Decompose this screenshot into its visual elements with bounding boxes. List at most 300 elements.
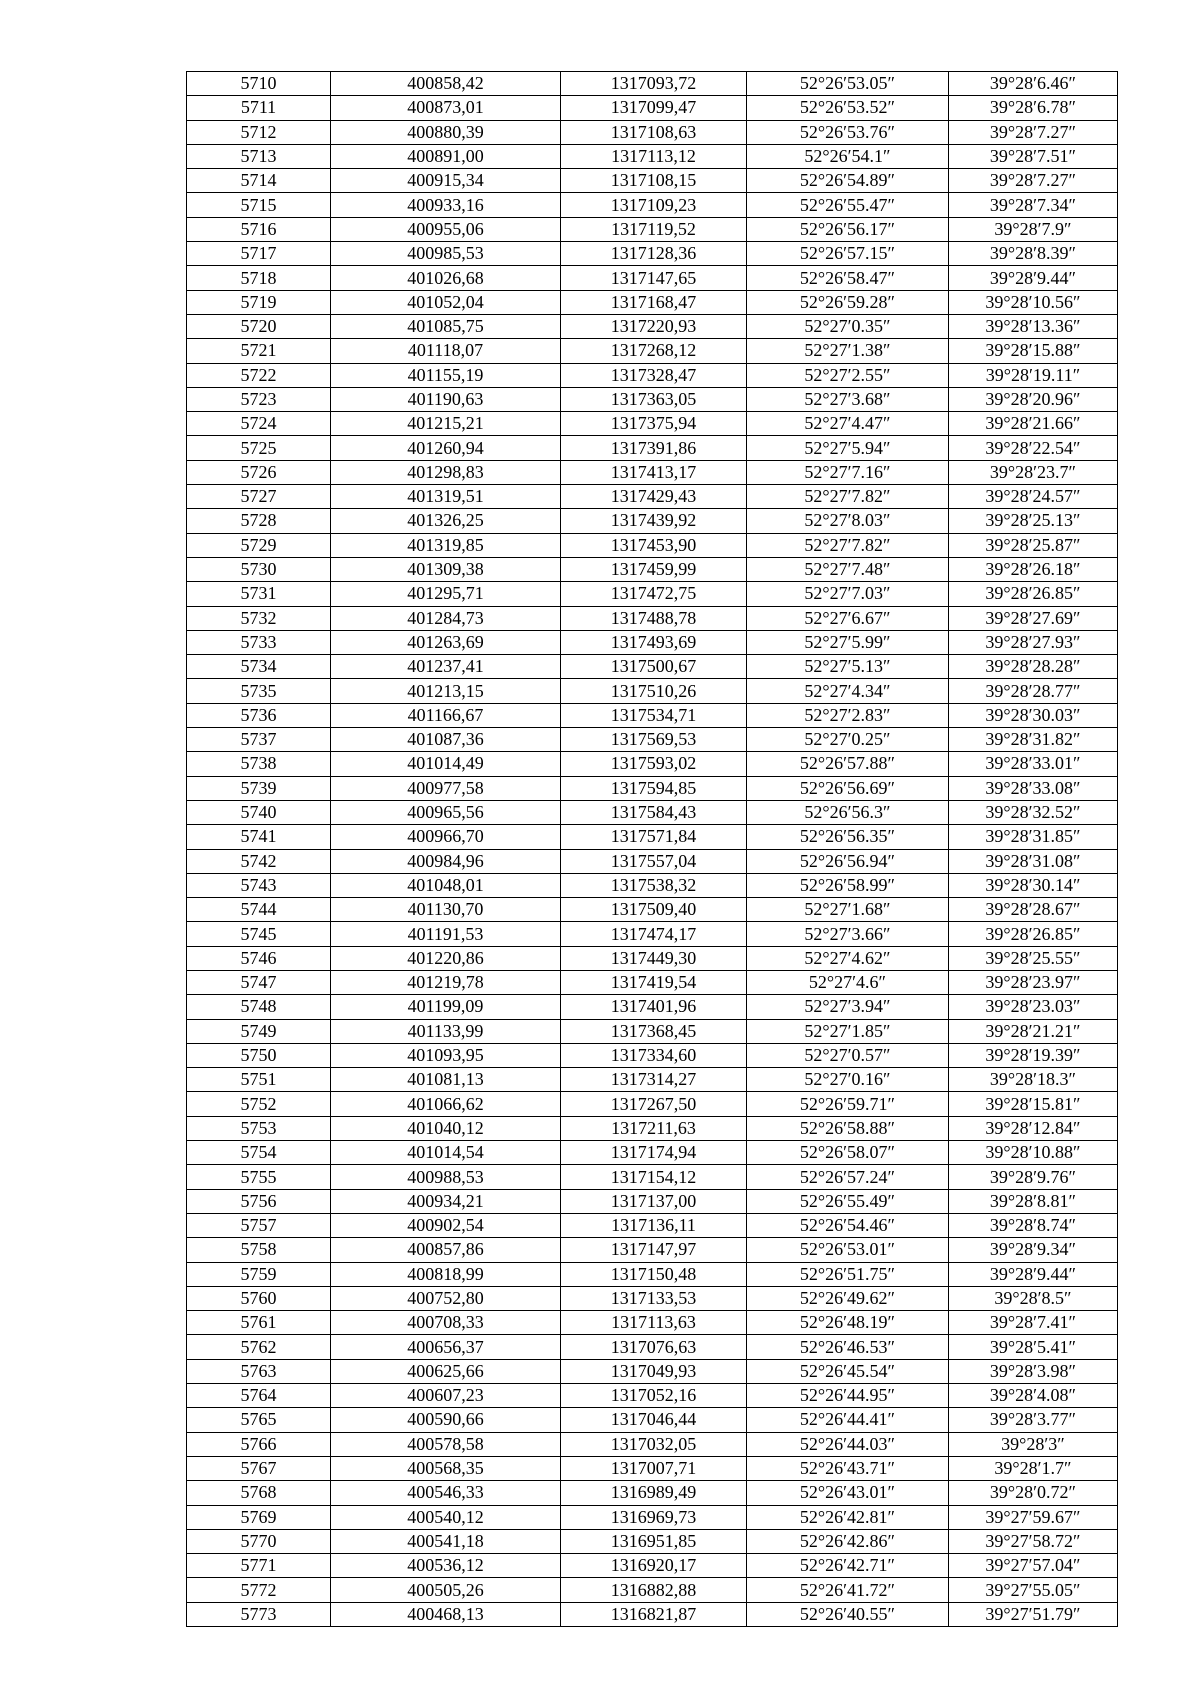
y-coordinate-cell: 1316882,88 — [561, 1578, 747, 1602]
table-row — [187, 1116, 1118, 1140]
latitude-cell: 52°26′53.52″ — [747, 96, 949, 120]
point-number-cell: 5725 — [187, 436, 331, 460]
point-number-cell: 5752 — [187, 1092, 331, 1116]
point-number-cell: 5715 — [187, 193, 331, 217]
point-number-cell: 5719 — [187, 290, 331, 314]
table-row — [187, 557, 1118, 581]
y-coordinate-cell: 1317569,53 — [561, 728, 747, 752]
latitude-cell: 52°27′4.6″ — [747, 970, 949, 994]
y-coordinate-cell: 1317147,65 — [561, 266, 747, 290]
latitude-cell: 52°26′58.07″ — [747, 1141, 949, 1165]
x-coordinate-cell: 401081,13 — [331, 1068, 561, 1092]
y-coordinate-cell: 1317128,36 — [561, 242, 747, 266]
longitude-cell: 39°28′6.78″ — [949, 96, 1118, 120]
y-coordinate-cell: 1317314,27 — [561, 1068, 747, 1092]
y-coordinate-cell: 1316821,87 — [561, 1602, 747, 1626]
point-number-cell: 5733 — [187, 630, 331, 654]
x-coordinate-cell: 400873,01 — [331, 96, 561, 120]
longitude-cell: 39°28′15.88″ — [949, 339, 1118, 363]
table-row — [187, 922, 1118, 946]
longitude-cell: 39°28′9.44″ — [949, 266, 1118, 290]
y-coordinate-cell: 1317137,00 — [561, 1189, 747, 1213]
point-number-cell: 5717 — [187, 242, 331, 266]
x-coordinate-cell: 400546,33 — [331, 1481, 561, 1505]
x-coordinate-cell: 401093,95 — [331, 1043, 561, 1067]
x-coordinate-cell: 401263,69 — [331, 630, 561, 654]
y-coordinate-cell: 1317113,63 — [561, 1311, 747, 1335]
x-coordinate-cell: 400880,39 — [331, 120, 561, 144]
latitude-cell: 52°26′54.89″ — [747, 169, 949, 193]
point-number-cell: 5712 — [187, 120, 331, 144]
longitude-cell: 39°28′28.77″ — [949, 679, 1118, 703]
longitude-cell: 39°28′27.93″ — [949, 630, 1118, 654]
point-number-cell: 5724 — [187, 412, 331, 436]
latitude-cell: 52°26′40.55″ — [747, 1602, 949, 1626]
x-coordinate-cell: 401118,07 — [331, 339, 561, 363]
y-coordinate-cell: 1317147,97 — [561, 1238, 747, 1262]
table-row — [187, 1262, 1118, 1286]
longitude-cell: 39°28′22.54″ — [949, 436, 1118, 460]
x-coordinate-cell: 401040,12 — [331, 1116, 561, 1140]
longitude-cell: 39°28′21.21″ — [949, 1019, 1118, 1043]
table-row — [187, 630, 1118, 654]
point-number-cell: 5737 — [187, 728, 331, 752]
point-number-cell: 5744 — [187, 898, 331, 922]
longitude-cell: 39°28′3″ — [949, 1432, 1118, 1456]
point-number-cell: 5761 — [187, 1311, 331, 1335]
y-coordinate-cell: 1317093,72 — [561, 72, 747, 96]
x-coordinate-cell: 400915,34 — [331, 169, 561, 193]
point-number-cell: 5726 — [187, 460, 331, 484]
longitude-cell: 39°27′51.79″ — [949, 1602, 1118, 1626]
table-row — [187, 898, 1118, 922]
y-coordinate-cell: 1317113,12 — [561, 144, 747, 168]
point-number-cell: 5759 — [187, 1262, 331, 1286]
point-number-cell: 5718 — [187, 266, 331, 290]
y-coordinate-cell: 1317584,43 — [561, 800, 747, 824]
latitude-cell: 52°27′3.68″ — [747, 387, 949, 411]
x-coordinate-cell: 401309,38 — [331, 557, 561, 581]
latitude-cell: 52°26′42.81″ — [747, 1505, 949, 1529]
table-row — [187, 703, 1118, 727]
longitude-cell: 39°28′25.13″ — [949, 509, 1118, 533]
point-number-cell: 5766 — [187, 1432, 331, 1456]
point-number-cell: 5743 — [187, 873, 331, 897]
table-row — [187, 533, 1118, 557]
latitude-cell: 52°27′2.83″ — [747, 703, 949, 727]
x-coordinate-cell: 401130,70 — [331, 898, 561, 922]
x-coordinate-cell: 401026,68 — [331, 266, 561, 290]
y-coordinate-cell: 1317052,16 — [561, 1384, 747, 1408]
point-number-cell: 5757 — [187, 1213, 331, 1237]
longitude-cell: 39°28′1.7″ — [949, 1456, 1118, 1480]
longitude-cell: 39°27′57.04″ — [949, 1554, 1118, 1578]
x-coordinate-cell: 400568,35 — [331, 1456, 561, 1480]
point-number-cell: 5713 — [187, 144, 331, 168]
latitude-cell: 52°26′57.88″ — [747, 752, 949, 776]
point-number-cell: 5730 — [187, 557, 331, 581]
y-coordinate-cell: 1317076,63 — [561, 1335, 747, 1359]
latitude-cell: 52°26′53.05″ — [747, 72, 949, 96]
x-coordinate-cell: 400933,16 — [331, 193, 561, 217]
table-row — [187, 655, 1118, 679]
y-coordinate-cell: 1317119,52 — [561, 217, 747, 241]
table-row — [187, 412, 1118, 436]
latitude-cell: 52°26′55.47″ — [747, 193, 949, 217]
y-coordinate-cell: 1317108,63 — [561, 120, 747, 144]
latitude-cell: 52°26′53.01″ — [747, 1238, 949, 1262]
y-coordinate-cell: 1317267,50 — [561, 1092, 747, 1116]
table-row — [187, 290, 1118, 314]
y-coordinate-cell: 1317168,47 — [561, 290, 747, 314]
point-number-cell: 5754 — [187, 1141, 331, 1165]
table-row — [187, 1286, 1118, 1310]
point-number-cell: 5722 — [187, 363, 331, 387]
latitude-cell: 52°26′43.71″ — [747, 1456, 949, 1480]
table-row — [187, 120, 1118, 144]
longitude-cell: 39°28′7.27″ — [949, 169, 1118, 193]
y-coordinate-cell: 1316989,49 — [561, 1481, 747, 1505]
table-row — [187, 995, 1118, 1019]
table-row — [187, 1141, 1118, 1165]
y-coordinate-cell: 1316920,17 — [561, 1554, 747, 1578]
table-row — [187, 1359, 1118, 1383]
latitude-cell: 52°27′7.82″ — [747, 533, 949, 557]
longitude-cell: 39°28′19.39″ — [949, 1043, 1118, 1067]
x-coordinate-cell: 401298,83 — [331, 460, 561, 484]
coordinates-table-body — [187, 72, 1118, 1627]
x-coordinate-cell: 401260,94 — [331, 436, 561, 460]
point-number-cell: 5736 — [187, 703, 331, 727]
y-coordinate-cell: 1317133,53 — [561, 1286, 747, 1310]
latitude-cell: 52°26′55.49″ — [747, 1189, 949, 1213]
table-row — [187, 314, 1118, 338]
latitude-cell: 52°27′7.48″ — [747, 557, 949, 581]
y-coordinate-cell: 1317334,60 — [561, 1043, 747, 1067]
x-coordinate-cell: 400858,42 — [331, 72, 561, 96]
point-number-cell: 5750 — [187, 1043, 331, 1067]
y-coordinate-cell: 1317510,26 — [561, 679, 747, 703]
longitude-cell: 39°28′7.51″ — [949, 144, 1118, 168]
latitude-cell: 52°27′1.85″ — [747, 1019, 949, 1043]
table-row — [187, 193, 1118, 217]
table-row — [187, 582, 1118, 606]
table-row — [187, 1602, 1118, 1626]
latitude-cell: 52°27′3.94″ — [747, 995, 949, 1019]
x-coordinate-cell: 401014,54 — [331, 1141, 561, 1165]
point-number-cell: 5734 — [187, 655, 331, 679]
point-number-cell: 5745 — [187, 922, 331, 946]
latitude-cell: 52°27′5.99″ — [747, 630, 949, 654]
x-coordinate-cell: 401199,09 — [331, 995, 561, 1019]
x-coordinate-cell: 401066,62 — [331, 1092, 561, 1116]
longitude-cell: 39°28′28.28″ — [949, 655, 1118, 679]
table-row — [187, 217, 1118, 241]
longitude-cell: 39°28′6.46″ — [949, 72, 1118, 96]
latitude-cell: 52°26′42.86″ — [747, 1529, 949, 1553]
longitude-cell: 39°28′24.57″ — [949, 485, 1118, 509]
y-coordinate-cell: 1317368,45 — [561, 1019, 747, 1043]
table-row — [187, 679, 1118, 703]
latitude-cell: 52°26′56.94″ — [747, 849, 949, 873]
y-coordinate-cell: 1317472,75 — [561, 582, 747, 606]
longitude-cell: 39°28′23.03″ — [949, 995, 1118, 1019]
longitude-cell: 39°28′3.77″ — [949, 1408, 1118, 1432]
point-number-cell: 5768 — [187, 1481, 331, 1505]
longitude-cell: 39°28′7.27″ — [949, 120, 1118, 144]
table-row — [187, 776, 1118, 800]
latitude-cell: 52°26′41.72″ — [747, 1578, 949, 1602]
x-coordinate-cell: 401237,41 — [331, 655, 561, 679]
table-row — [187, 1456, 1118, 1480]
longitude-cell: 39°28′4.08″ — [949, 1384, 1118, 1408]
longitude-cell: 39°28′30.14″ — [949, 873, 1118, 897]
latitude-cell: 52°27′3.66″ — [747, 922, 949, 946]
latitude-cell: 52°26′44.95″ — [747, 1384, 949, 1408]
y-coordinate-cell: 1317099,47 — [561, 96, 747, 120]
latitude-cell: 52°27′0.57″ — [747, 1043, 949, 1067]
table-row — [187, 728, 1118, 752]
longitude-cell: 39°28′31.85″ — [949, 825, 1118, 849]
longitude-cell: 39°28′12.84″ — [949, 1116, 1118, 1140]
x-coordinate-cell: 400468,13 — [331, 1602, 561, 1626]
y-coordinate-cell: 1317049,93 — [561, 1359, 747, 1383]
longitude-cell: 39°28′7.34″ — [949, 193, 1118, 217]
table-row — [187, 1165, 1118, 1189]
latitude-cell: 52°26′49.62″ — [747, 1286, 949, 1310]
latitude-cell: 52°27′7.03″ — [747, 582, 949, 606]
longitude-cell: 39°28′18.3″ — [949, 1068, 1118, 1092]
latitude-cell: 52°27′4.47″ — [747, 412, 949, 436]
longitude-cell: 39°28′20.96″ — [949, 387, 1118, 411]
table-row — [187, 1578, 1118, 1602]
point-number-cell: 5771 — [187, 1554, 331, 1578]
table-row — [187, 72, 1118, 96]
y-coordinate-cell: 1317534,71 — [561, 703, 747, 727]
x-coordinate-cell: 401319,51 — [331, 485, 561, 509]
x-coordinate-cell: 400977,58 — [331, 776, 561, 800]
y-coordinate-cell: 1317538,32 — [561, 873, 747, 897]
point-number-cell: 5770 — [187, 1529, 331, 1553]
point-number-cell: 5746 — [187, 946, 331, 970]
point-number-cell: 5711 — [187, 96, 331, 120]
table-row — [187, 1189, 1118, 1213]
x-coordinate-cell: 400857,86 — [331, 1238, 561, 1262]
table-row — [187, 1481, 1118, 1505]
x-coordinate-cell: 400984,96 — [331, 849, 561, 873]
point-number-cell: 5728 — [187, 509, 331, 533]
point-number-cell: 5763 — [187, 1359, 331, 1383]
x-coordinate-cell: 400988,53 — [331, 1165, 561, 1189]
table-row — [187, 1092, 1118, 1116]
x-coordinate-cell: 401190,63 — [331, 387, 561, 411]
x-coordinate-cell: 401014,49 — [331, 752, 561, 776]
x-coordinate-cell: 400590,66 — [331, 1408, 561, 1432]
point-number-cell: 5755 — [187, 1165, 331, 1189]
y-coordinate-cell: 1317375,94 — [561, 412, 747, 436]
table-row — [187, 144, 1118, 168]
latitude-cell: 52°27′4.34″ — [747, 679, 949, 703]
latitude-cell: 52°27′5.94″ — [747, 436, 949, 460]
table-row — [187, 1335, 1118, 1359]
point-number-cell: 5773 — [187, 1602, 331, 1626]
longitude-cell: 39°28′23.7″ — [949, 460, 1118, 484]
x-coordinate-cell: 401133,99 — [331, 1019, 561, 1043]
point-number-cell: 5748 — [187, 995, 331, 1019]
x-coordinate-cell: 401191,53 — [331, 922, 561, 946]
x-coordinate-cell: 400540,12 — [331, 1505, 561, 1529]
table-row — [187, 1529, 1118, 1553]
point-number-cell: 5772 — [187, 1578, 331, 1602]
point-number-cell: 5729 — [187, 533, 331, 557]
latitude-cell: 52°27′2.55″ — [747, 363, 949, 387]
latitude-cell: 52°26′45.54″ — [747, 1359, 949, 1383]
latitude-cell: 52°27′6.67″ — [747, 606, 949, 630]
point-number-cell: 5764 — [187, 1384, 331, 1408]
x-coordinate-cell: 400656,37 — [331, 1335, 561, 1359]
y-coordinate-cell: 1317413,17 — [561, 460, 747, 484]
latitude-cell: 52°26′53.76″ — [747, 120, 949, 144]
table-row — [187, 363, 1118, 387]
table-row — [187, 970, 1118, 994]
y-coordinate-cell: 1317136,11 — [561, 1213, 747, 1237]
table-row — [187, 509, 1118, 533]
latitude-cell: 52°26′44.03″ — [747, 1432, 949, 1456]
longitude-cell: 39°28′26.85″ — [949, 922, 1118, 946]
longitude-cell: 39°28′19.11″ — [949, 363, 1118, 387]
latitude-cell: 52°26′59.71″ — [747, 1092, 949, 1116]
latitude-cell: 52°26′44.41″ — [747, 1408, 949, 1432]
x-coordinate-cell: 400708,33 — [331, 1311, 561, 1335]
point-number-cell: 5739 — [187, 776, 331, 800]
y-coordinate-cell: 1317220,93 — [561, 314, 747, 338]
y-coordinate-cell: 1317391,86 — [561, 436, 747, 460]
point-number-cell: 5760 — [187, 1286, 331, 1310]
latitude-cell: 52°26′58.88″ — [747, 1116, 949, 1140]
latitude-cell: 52°26′56.3″ — [747, 800, 949, 824]
y-coordinate-cell: 1317493,69 — [561, 630, 747, 654]
y-coordinate-cell: 1317557,04 — [561, 849, 747, 873]
x-coordinate-cell: 400891,00 — [331, 144, 561, 168]
y-coordinate-cell: 1317429,43 — [561, 485, 747, 509]
x-coordinate-cell: 401219,78 — [331, 970, 561, 994]
latitude-cell: 52°27′8.03″ — [747, 509, 949, 533]
latitude-cell: 52°26′56.69″ — [747, 776, 949, 800]
y-coordinate-cell: 1316951,85 — [561, 1529, 747, 1553]
table-row — [187, 1432, 1118, 1456]
x-coordinate-cell: 400966,70 — [331, 825, 561, 849]
longitude-cell: 39°27′55.05″ — [949, 1578, 1118, 1602]
point-number-cell: 5738 — [187, 752, 331, 776]
longitude-cell: 39°28′9.76″ — [949, 1165, 1118, 1189]
x-coordinate-cell: 400752,80 — [331, 1286, 561, 1310]
longitude-cell: 39°28′9.44″ — [949, 1262, 1118, 1286]
longitude-cell: 39°28′33.08″ — [949, 776, 1118, 800]
point-number-cell: 5731 — [187, 582, 331, 606]
x-coordinate-cell: 400607,23 — [331, 1384, 561, 1408]
x-coordinate-cell: 401087,36 — [331, 728, 561, 752]
x-coordinate-cell: 400625,66 — [331, 1359, 561, 1383]
point-number-cell: 5769 — [187, 1505, 331, 1529]
x-coordinate-cell: 401284,73 — [331, 606, 561, 630]
y-coordinate-cell: 1317268,12 — [561, 339, 747, 363]
longitude-cell: 39°28′26.18″ — [949, 557, 1118, 581]
x-coordinate-cell: 401052,04 — [331, 290, 561, 314]
x-coordinate-cell: 401326,25 — [331, 509, 561, 533]
longitude-cell: 39°28′26.85″ — [949, 582, 1118, 606]
point-number-cell: 5762 — [187, 1335, 331, 1359]
table-row — [187, 1238, 1118, 1262]
longitude-cell: 39°28′5.41″ — [949, 1335, 1118, 1359]
table-row — [187, 1505, 1118, 1529]
x-coordinate-cell: 400985,53 — [331, 242, 561, 266]
latitude-cell: 52°26′42.71″ — [747, 1554, 949, 1578]
table-row — [187, 485, 1118, 509]
x-coordinate-cell: 401295,71 — [331, 582, 561, 606]
point-number-cell: 5749 — [187, 1019, 331, 1043]
latitude-cell: 52°26′56.35″ — [747, 825, 949, 849]
table-row — [187, 242, 1118, 266]
table-row — [187, 387, 1118, 411]
point-number-cell: 5753 — [187, 1116, 331, 1140]
x-coordinate-cell: 401215,21 — [331, 412, 561, 436]
longitude-cell: 39°28′8.81″ — [949, 1189, 1118, 1213]
longitude-cell: 39°28′7.41″ — [949, 1311, 1118, 1335]
point-number-cell: 5756 — [187, 1189, 331, 1213]
table-row — [187, 1068, 1118, 1092]
x-coordinate-cell: 401220,86 — [331, 946, 561, 970]
y-coordinate-cell: 1316969,73 — [561, 1505, 747, 1529]
latitude-cell: 52°26′54.1″ — [747, 144, 949, 168]
y-coordinate-cell: 1317007,71 — [561, 1456, 747, 1480]
table-row — [187, 606, 1118, 630]
table-row — [187, 339, 1118, 363]
point-number-cell: 5720 — [187, 314, 331, 338]
longitude-cell: 39°28′7.9″ — [949, 217, 1118, 241]
point-number-cell: 5721 — [187, 339, 331, 363]
y-coordinate-cell: 1317594,85 — [561, 776, 747, 800]
x-coordinate-cell: 401319,85 — [331, 533, 561, 557]
longitude-cell: 39°28′9.34″ — [949, 1238, 1118, 1262]
y-coordinate-cell: 1317439,92 — [561, 509, 747, 533]
y-coordinate-cell: 1317449,30 — [561, 946, 747, 970]
longitude-cell: 39°28′8.74″ — [949, 1213, 1118, 1237]
x-coordinate-cell: 400965,56 — [331, 800, 561, 824]
y-coordinate-cell: 1317419,54 — [561, 970, 747, 994]
longitude-cell: 39°28′25.87″ — [949, 533, 1118, 557]
y-coordinate-cell: 1317401,96 — [561, 995, 747, 1019]
latitude-cell: 52°26′57.24″ — [747, 1165, 949, 1189]
y-coordinate-cell: 1317363,05 — [561, 387, 747, 411]
x-coordinate-cell: 400955,06 — [331, 217, 561, 241]
table-row — [187, 825, 1118, 849]
x-coordinate-cell: 401085,75 — [331, 314, 561, 338]
latitude-cell: 52°27′1.38″ — [747, 339, 949, 363]
latitude-cell: 52°27′0.35″ — [747, 314, 949, 338]
latitude-cell: 52°27′0.25″ — [747, 728, 949, 752]
y-coordinate-cell: 1317032,05 — [561, 1432, 747, 1456]
longitude-cell: 39°28′27.69″ — [949, 606, 1118, 630]
longitude-cell: 39°28′8.5″ — [949, 1286, 1118, 1310]
y-coordinate-cell: 1317046,44 — [561, 1408, 747, 1432]
table-row — [187, 800, 1118, 824]
table-row — [187, 96, 1118, 120]
table-row — [187, 1408, 1118, 1432]
longitude-cell: 39°28′33.01″ — [949, 752, 1118, 776]
longitude-cell: 39°27′58.72″ — [949, 1529, 1118, 1553]
y-coordinate-cell: 1317174,94 — [561, 1141, 747, 1165]
longitude-cell: 39°28′8.39″ — [949, 242, 1118, 266]
